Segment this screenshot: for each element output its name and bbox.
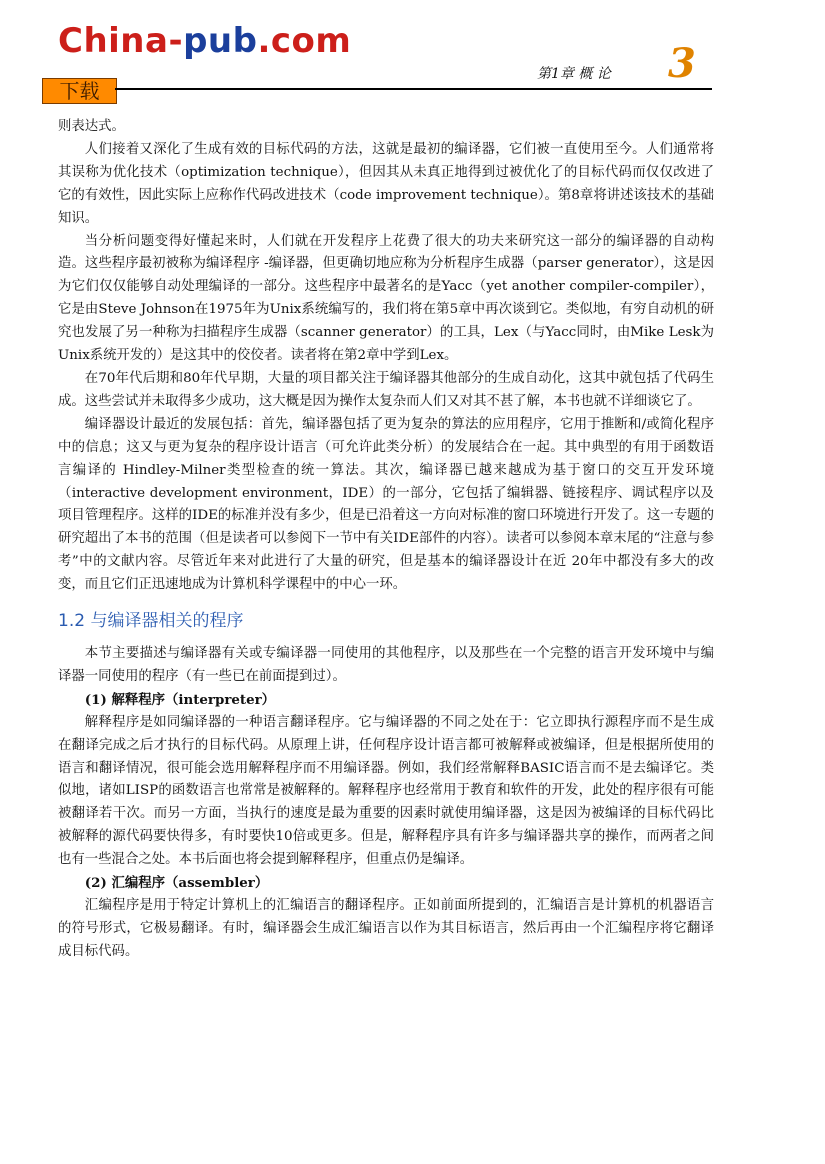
logo-part-pub: pub <box>183 21 258 61</box>
chapter-header: 第1章 概 论 <box>537 66 611 82</box>
logo-part-com: .com <box>257 21 352 61</box>
page-number: 3 <box>668 40 696 87</box>
subheading-assembler: (2) 汇编程序（assembler） <box>84 875 269 892</box>
logo-part-china: China <box>58 21 169 61</box>
paragraph: 在70年代后期和80年代早期，大量的项目都关注于编译器其他部分的生成自动化，这其中就包括了代码生成。这些尝试并未取得多少成功，这大概是因为操作太复杂而人们又对其不甚了解，本书也就不详细谈它了。 <box>58 370 714 409</box>
subheading-interpreter: (1) 解释程序（interpreter） <box>84 691 276 708</box>
paragraph: 则表达式。 <box>58 119 125 134</box>
paragraph: 编译器设计最近的发展包括：首先，编译器包括了更为复杂的算法的应用程序，它用于推断和/或简化程序中的信息；这又与更为复杂的程序设计语言（可允许此类分析）的发展结合在一起。其中典型的有用于函数语言编译的 Hindley-Milner类型检查的统一算法。其次，编译器已越来越成为基于窗口的交互开发环境（interactive development environment，IDE）的一部分，它包括了编辑器、链接程序、调试程序以及项目管理程序。这样的IDE的标准并没有多少，但是已沿着这一方向对标准的窗口环境进行开发了。这一专题的研究超出了本书的范围（但是读者可以参阅下一节中有关IDE部件的内容）。读者可以参阅本章末尾的“注意与参考”中的文献内容。尽管近年来对此进行了大量的研究，但是基本的编译器设计在近 20年中都没有多大的改变，而且它们正迅速地成为计算机科学课程中的中心一环。 <box>58 416 714 593</box>
header-rule <box>115 88 712 90</box>
paragraph: 汇编程序是用于特定计算机上的汇编语言的翻译程序。正如前面所提到的，汇编语言是计算机的机器语言的符号形式，它极易翻译。有时，编译器会生成汇编语言以作为其目标语言，然后再由一个汇编程序将它翻译成目标代码。 <box>58 898 714 959</box>
paragraph: 解释程序是如同编译器的一种语言翻译程序。它与编译器的不同之处在于：它立即执行源程序而不是生成在翻译完成之后才执行的目标代码。从原理上讲，任何程序设计语言都可被解释或被编译，但是根据所使用的语言和翻译情况，很可能会选用解释程序而不用编译器。例如，我们经常解释BASIC语言而不是去编译它。类似地，诸如LISP的函数语言也常常是被解释的。解释程序也经常用于教育和软件的开发，此处的程序很有可能被翻译若干次。而另一方面，当执行的速度是最为重要的因素时就使用编译器，这是因为被编译的目标代码比被解释的源代码要快得多，有时要快10倍或更多。但是，解释程序具有许多与编译器共享的操作，而两者之间也有一些混合之处。本书后面也将会提到解释程序，但重点仍是编译。 <box>58 714 714 868</box>
china-pub-logo <box>58 21 352 61</box>
section-title: 1.2 与编译器相关的程序 <box>58 611 244 632</box>
paragraph: 当分析问题变得好懂起来时，人们就在开发程序上花费了很大的功夫来研究这一部分的编译器的自动构造。这些程序最初被称为编译程序 -编译器，但更确切地应称为分析程序生成器（parser generator），这是因为它们仅仅能够自动处理编译的一部分。这些程序中最著名的是Yacc（yet another compiler-compiler），它是由Steve Johnson在1975年为Unix系统编写的，我们将在第5章中再次谈到它。类似地，有穷自动机的研究也发展了另一种称为扫描程序生成器（scanner generator）的工具，Lex（与Yacc同时，由Mike Lesk为Unix系统开发的）是这其中的佼佼者。读者将在第2章中学到Lex。 <box>58 233 714 364</box>
paragraph: 人们接着又深化了生成有效的目标代码的方法，这就是最初的编译器，它们被一直使用至今。人们通常将其误称为优化技术（optimization technique），但因其从未真正地得到过被优化了的目标代码而仅仅改进了它的有效性，因此实际上应称作代码改进技术（code improvement technique）。第8章将讲述该技术的基础知识。 <box>58 141 714 226</box>
logo-dash: - <box>168 21 184 61</box>
paragraph: 本节主要描述与编译器有关或专编译器一同使用的其他程序，以及那些在一个完整的语言开发环境中与编译器一同使用的程序（有一些已在前面提到过）。 <box>58 646 714 684</box>
download-badge: 下载 <box>42 78 117 104</box>
page-body <box>58 116 714 964</box>
